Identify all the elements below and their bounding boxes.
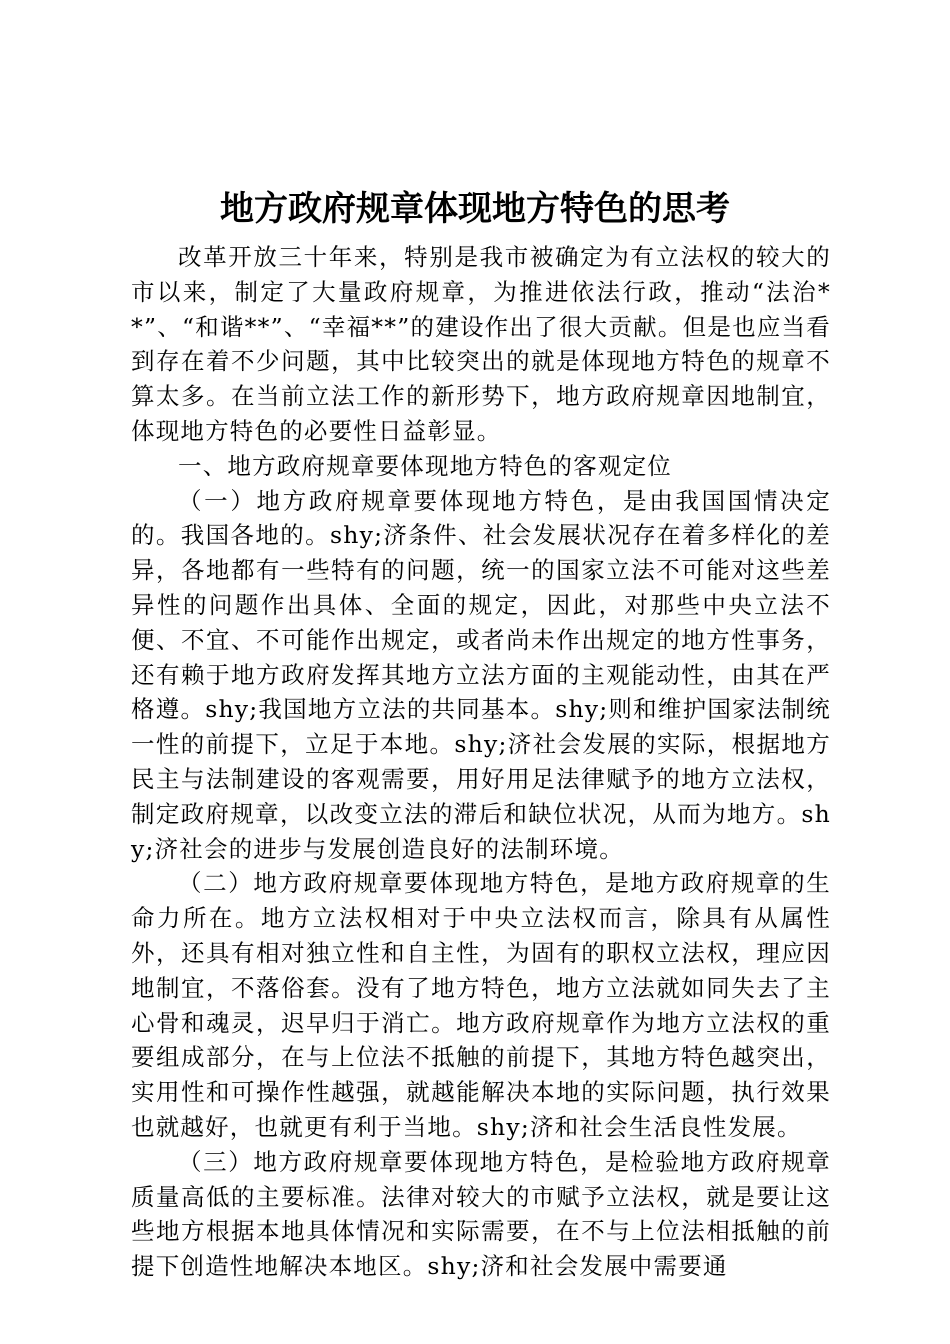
paragraph-point-2: （二）地方政府规章要体现地方特色，是地方政府规章的生命力所在。地方立法权相对于中央立法权而言，除具有从属性外，还具有相对独立性和自主性，为固有的职权立法权，理应因地制宜，不落俗套。没有了地方特色，地方立法就如同失去了主心骨和魂灵，迟早归于消亡。地方政府规章作为地方立法权的重要组成部分，在与上位法不抵触的前提下，其地方特色越突出，实用性和可操作性越强，就越能解决本地的实际问题，执行效果也就越好，也就更有利于当地。shy;济和社会生活良性发展。 [131,869,831,1141]
document-title: 地方政府规章体现地方特色的思考 [220,189,730,229]
section-heading-1: 一、地方政府规章要体现地方特色的客观定位 [178,451,672,480]
document-body [131,240,831,1284]
paragraph-point-1: （一）地方政府规章要体现地方特色，是由我国国情决定的。我国各地的。shy;济条件、社会发展状况存在着多样化的差异，各地都有一些特有的问题，统一的国家立法不可能对这些差异性的问题作出具体、全面的规定，因此，对那些中央立法不便、不宜、不可能作出规定，或者尚未作出规定的地方性事务，还有赖于地方政府发挥其地方立法方面的主观能动性，由其在严格遵。shy;我国地方立法的共同基本。shy;则和维护国家法制统一性的前提下，立足于本地。shy;济社会发展的实际，根据地方民主与法制建设的客观需要，用好用足法律赋予的地方立法权，制定政府规章，以改变立法的滞后和缺位状况，从而为地方。shy;济社会的进步与发展创造良好的法制环境。 [131,486,831,863]
paragraph-intro: 改革开放三十年来，特别是我市被确定为有立法权的较大的市以来，制定了大量政府规章，为推进依法行政，推动“法治**”、“和谐**”、“幸福**”的建设作出了很大贡献。但是也应当看到存在着不少问题，其中比较突出的就是体现地方特色的规章不算太多。在当前立法工作的新形势下，地方政府规章因地制宜，体现地方特色的必要性日益彰显。 [131,243,831,445]
paragraph-point-3: （三）地方政府规章要体现地方特色，是检验地方政府规章质量高低的主要标准。法律对较大的市赋予立法权，就是要让这些地方根据本地具体情况和实际需要，在不与上位法相抵触的前提下创造性地解决本地区。shy;济和社会发展中需要通 [131,1147,831,1281]
